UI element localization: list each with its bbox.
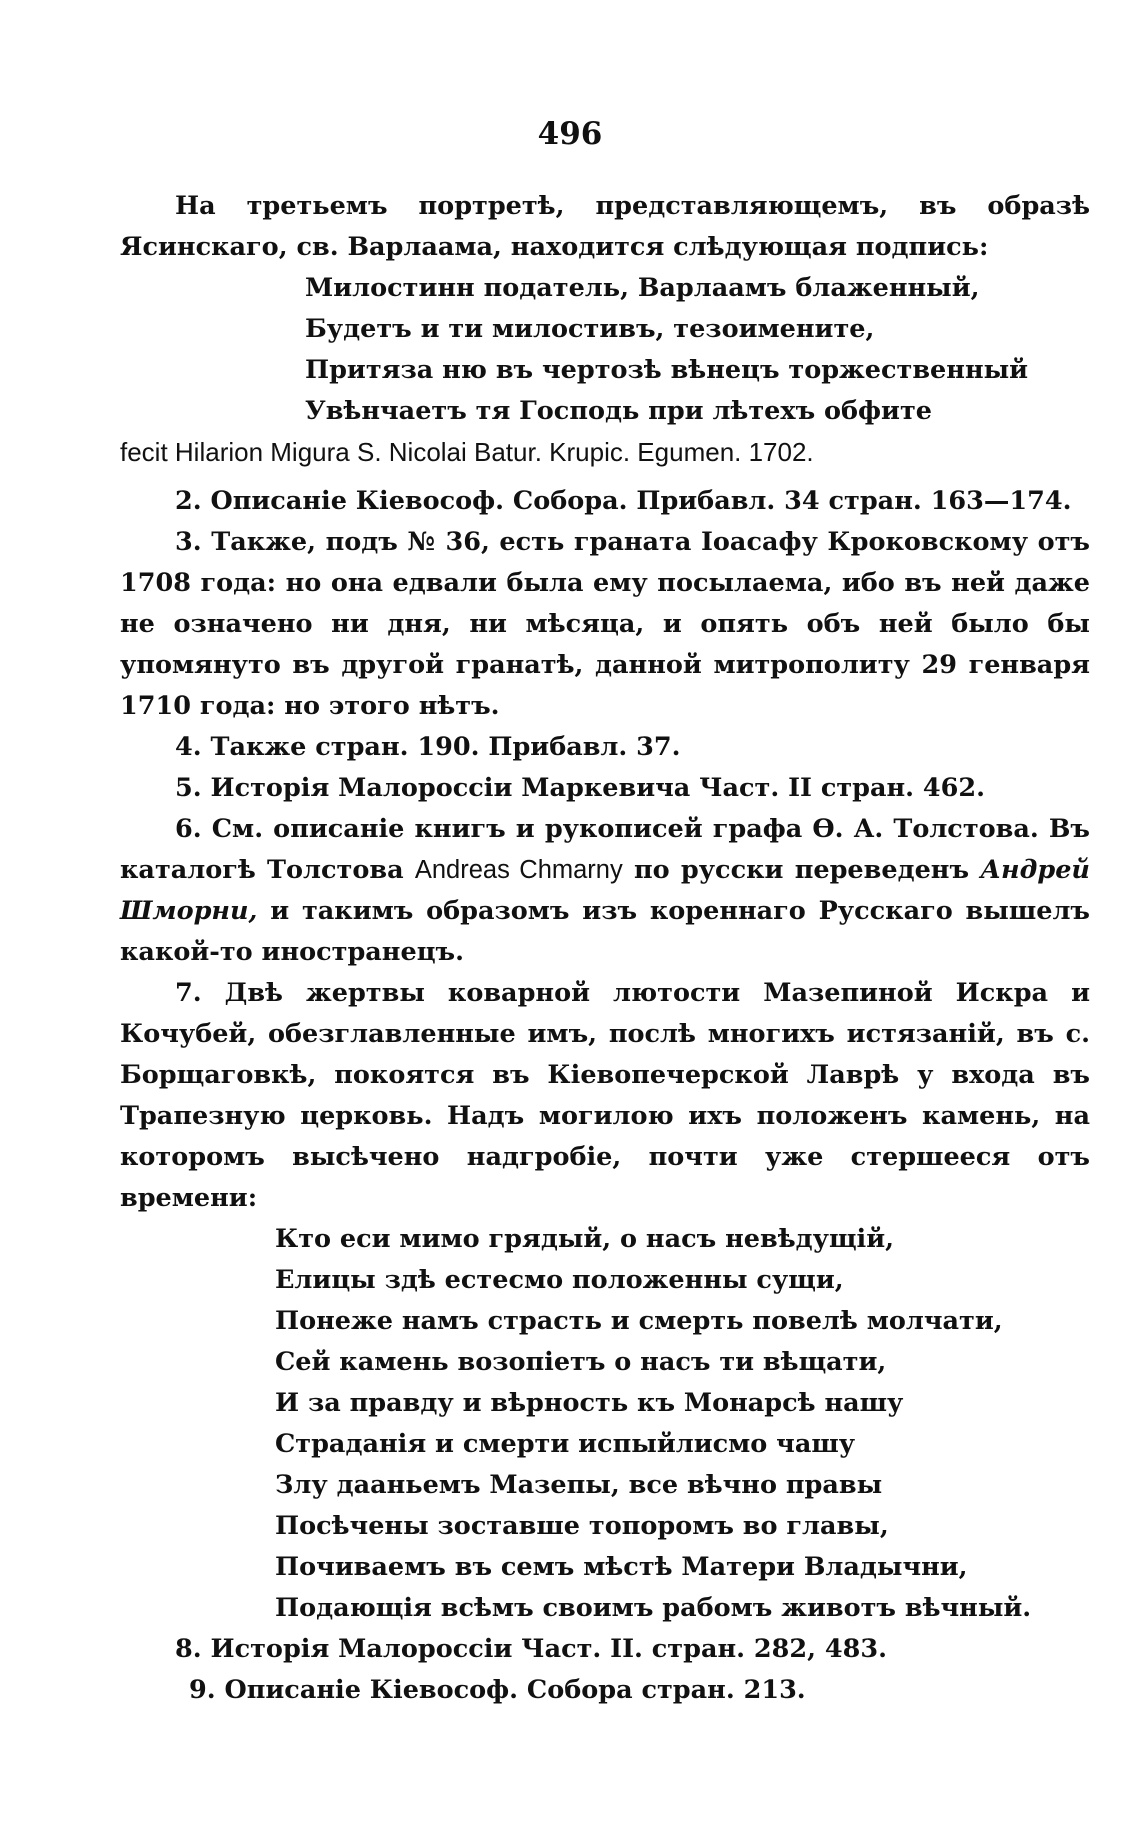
verse-line: Подающія всѣмъ своимъ рабомъ животъ вѣчный. xyxy=(275,1593,1032,1623)
verse-line: Елицы здѣ естесмо положенны сущи, xyxy=(275,1265,844,1295)
footnote-7 xyxy=(120,973,1090,1219)
verse-line: Понеже намъ страсть и смерть повелѣ молчати, xyxy=(275,1306,1003,1336)
intro-paragraph: На третьемъ портретѣ, представляющемъ, въ образѣ Ясинскаго, св. Варлаама, находится слѣдующая подпись: xyxy=(120,191,1090,262)
verse-line: Почиваемъ въ семъ мѣстѣ Матери Владычни, xyxy=(275,1552,968,1582)
footnote-text: Двѣ жертвы коварной лютости Мазепиной Искра и Кочубей, обезглавленные имъ, послѣ многихъ истязаній, въ с. Борщаговкѣ, покоятся въ Кіевопечерской Лаврѣ у входа въ Трапезную церковь. Надъ могилою ихъ положенъ камень, на которомъ высѣчено надгробіе, почти уже стершееся отъ времени: xyxy=(120,978,1090,1213)
footnote-5 xyxy=(120,768,1090,809)
verse-line: Будетъ и ти милостивъ, тезоименитe, xyxy=(305,314,875,344)
footnote-number: 9. xyxy=(189,1675,216,1705)
epitaph-verse xyxy=(120,1219,1090,1629)
footnote-text: Также стран. 190. Прибавл. 37. xyxy=(210,732,681,762)
footnote-4 xyxy=(120,727,1090,768)
footnote-number: 2. xyxy=(175,486,202,516)
page-body xyxy=(120,186,1090,1711)
footnote-9 xyxy=(120,1670,1090,1711)
translated-name: Андрей Шморни, xyxy=(120,855,1090,926)
latin-name: Andreas Chmarny xyxy=(414,856,623,884)
verse-line: Милостинн податель, Варлаамъ блаженный, xyxy=(305,273,980,303)
verse-line: Страданія и смерти испыйлисмо чашу xyxy=(275,1429,856,1459)
footnote-text: Также, подъ № 36, есть граната Іоасафу Кроковскому отъ 1708 года: но она едвали была ему посылаема, ибо въ ней даже не означено ни дня, ни мѣсяца, и опять объ ней было бы упомянуто въ другой гранатѣ, данной митрополиту 29 генваря 1710 года: но этого нѣтъ. xyxy=(120,527,1090,721)
footnote-3 xyxy=(120,522,1090,727)
verse-line: Притяза ню въ чертозѣ вѣнецъ торжественный xyxy=(305,355,1029,385)
verse-line: Увѣнчаетъ тя Господь при лѣтехъ обфите xyxy=(305,396,932,426)
footnote-number: 8. xyxy=(175,1634,202,1664)
footnote-number: 3. xyxy=(175,527,202,557)
verse-line: Сей камень возопіетъ о насъ ти вѣщати, xyxy=(275,1347,887,1377)
footnote-number: 4. xyxy=(175,732,202,762)
footnote-text: Исторія Малороссіи Част. II. стран. 282, 483. xyxy=(210,1634,887,1664)
verse-line: Злу дааньемъ Мазепы, все вѣчно правы xyxy=(275,1470,883,1500)
footnote-text: Описаніе Кіевософ. Собора. Прибавл. 34 стран. 163—174. xyxy=(210,486,1072,516)
footnote-text: См. описаніе книгъ и рукописей графа Ѳ. А. Толстова. Въ каталогѣ Толстова xyxy=(120,814,1090,885)
verse-line: Кто еси мимо грядый, о насъ невѣдущій, xyxy=(275,1224,895,1254)
footnote-6 xyxy=(120,809,1090,973)
portrait-inscription-verse xyxy=(120,268,1090,432)
verse-line: И за правду и вѣрность къ Монарсѣ нашу xyxy=(275,1388,904,1418)
footnote-text: Описаніе Кіевософ. Собора стран. 213. xyxy=(224,1675,806,1705)
footnote-number: 6. xyxy=(175,814,202,844)
engraver-signature: fecit Hilarion Migura S. Nicolai Batur. Krupic. Egumen. 1702. xyxy=(120,437,814,467)
footnote-text: Исторія Малороссіи Маркевича Част. II стран. 462. xyxy=(210,773,986,803)
footnote-number: 7. xyxy=(175,978,202,1008)
footnote-8 xyxy=(120,1629,1090,1670)
footnote-text: по русски переведенъ xyxy=(633,855,970,885)
footnote-number: 5. xyxy=(175,773,202,803)
verse-line: Посѣчены зоставше топоромъ во главы, xyxy=(275,1511,889,1541)
footnote-text: и такимъ образомъ изъ кореннаго Русскаго вышелъ какой-то иностранецъ. xyxy=(120,896,1090,967)
page-number: 496 xyxy=(537,116,603,152)
footnote-2 xyxy=(120,481,1090,522)
